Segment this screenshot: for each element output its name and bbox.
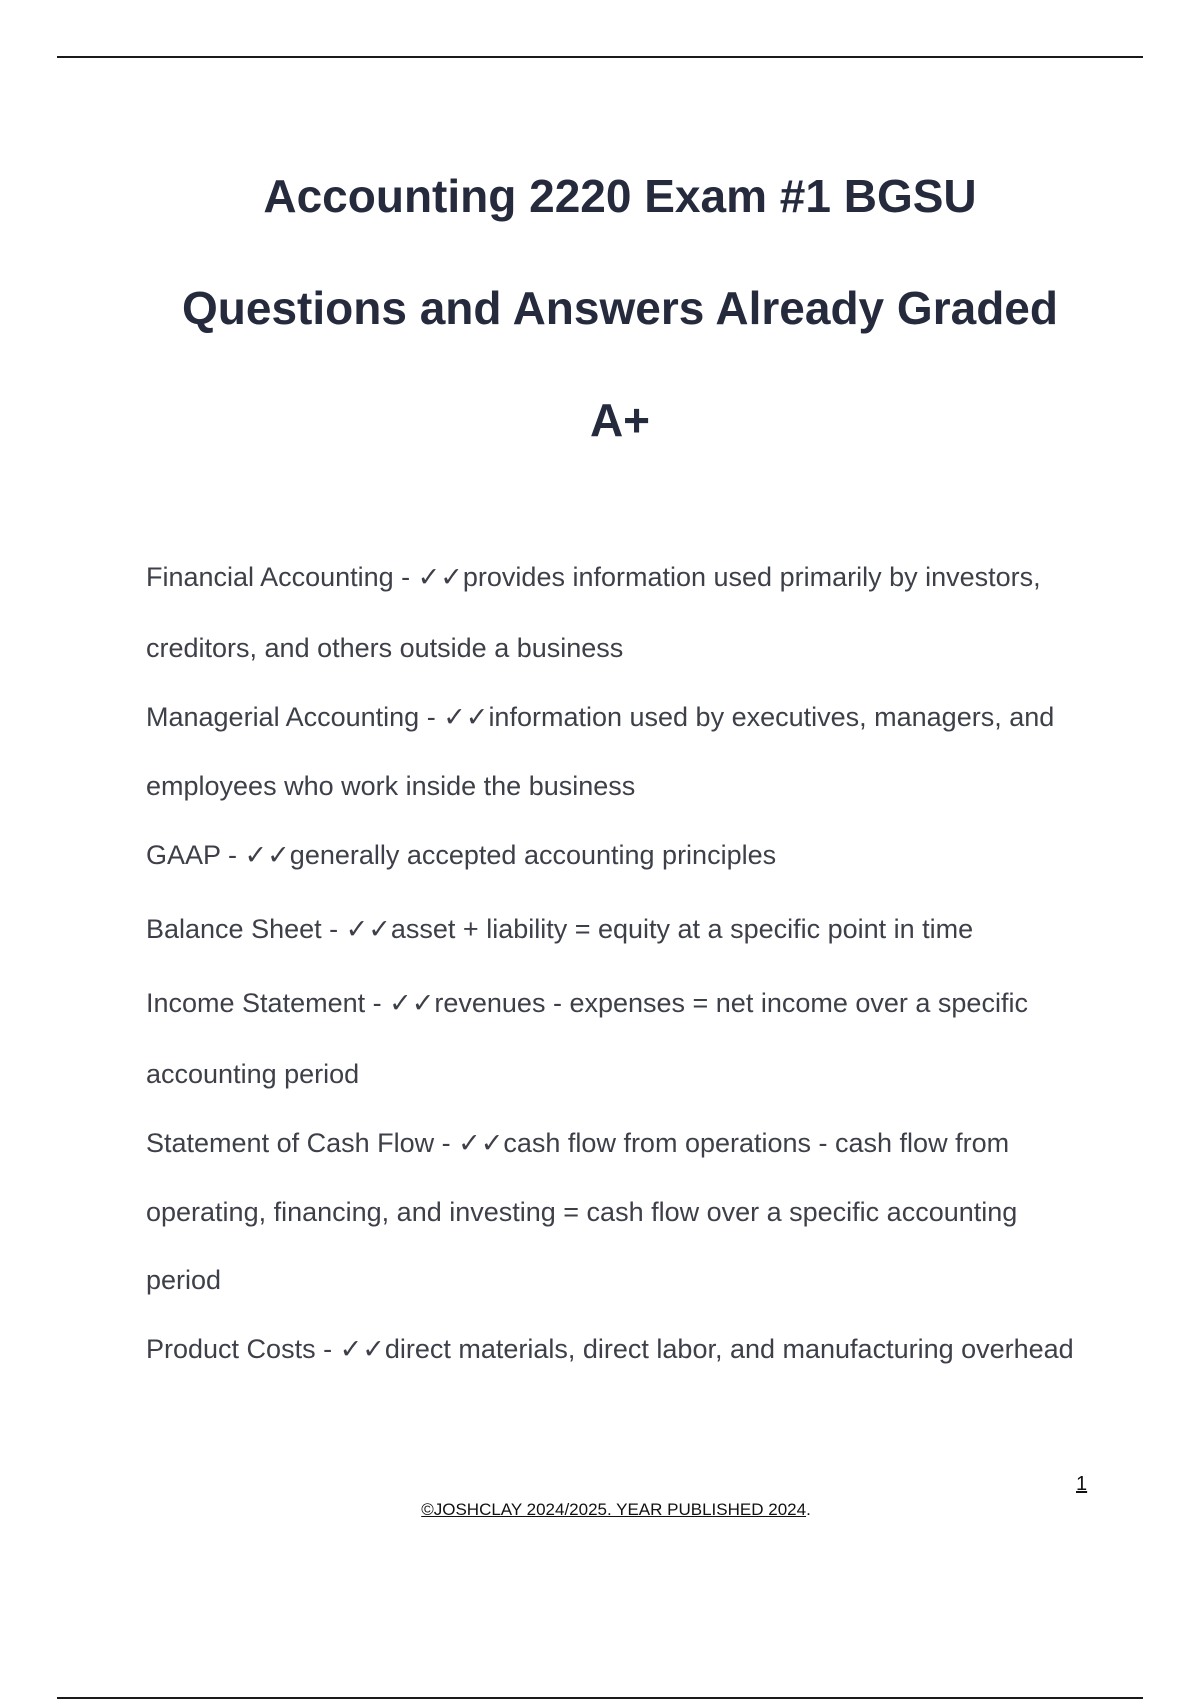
title-line-3: A+	[589, 394, 651, 446]
term-entry	[146, 820, 1086, 891]
term-definition: asset + liability = equity at a specific point in time	[390, 914, 974, 944]
page-number: 1	[1076, 1473, 1088, 1495]
separator: -	[321, 914, 346, 944]
term-label: Balance Sheet	[146, 914, 322, 944]
separator: -	[220, 840, 245, 870]
separator: -	[315, 1334, 340, 1364]
term-definition: revenues - expenses = net income over a specific accounting period	[146, 988, 1028, 1089]
term-entry	[146, 542, 1086, 683]
double-check-icon: ✓✓	[458, 1128, 504, 1159]
term-definition: cash flow from operations - cash flow from operating, financing, and investing = cash flow over a specific accounting period	[146, 1128, 1018, 1295]
bottom-rule	[57, 1697, 1143, 1699]
copyright-notice: ©JOSHCLAY 2024/2025. YEAR PUBLISHED 2024	[421, 1500, 807, 1519]
footer	[0, 1500, 1200, 1520]
top-rule	[57, 56, 1143, 58]
double-check-icon: ✓✓	[345, 914, 391, 945]
term-entry	[146, 968, 1086, 1109]
double-check-icon: ✓✓	[417, 562, 463, 593]
term-entry	[146, 1314, 1086, 1385]
title-line-2: Questions and Answers Already Graded	[182, 282, 1058, 334]
double-check-icon: ✓✓	[244, 840, 290, 871]
double-check-icon: ✓✓	[443, 702, 489, 733]
title-line-1: Accounting 2220 Exam #1 BGSU	[263, 170, 977, 222]
term-label: Managerial Accounting	[146, 702, 420, 732]
term-label: Financial Accounting	[146, 562, 394, 592]
term-label: Income Statement	[146, 988, 366, 1018]
term-label: GAAP	[146, 840, 221, 870]
term-entry	[146, 891, 1086, 968]
term-definition: provides information used primarily by investors, creditors, and others outside a business	[146, 562, 1041, 663]
term-entry	[146, 1109, 1086, 1314]
document-title	[60, 140, 1180, 476]
separator: -	[393, 562, 418, 592]
term-definition: direct materials, direct labor, and manufacturing overhead	[384, 1334, 1074, 1364]
term-list	[146, 542, 1086, 1385]
double-check-icon: ✓✓	[339, 1334, 385, 1365]
separator: -	[434, 1128, 459, 1158]
separator: -	[419, 702, 444, 732]
term-definition: information used by executives, managers, and employees who work inside the business	[146, 702, 1055, 801]
term-definition: generally accepted accounting principles	[289, 840, 777, 870]
term-entry	[146, 683, 1086, 820]
term-label: Statement of Cash Flow	[146, 1128, 435, 1158]
term-label: Product Costs	[146, 1334, 316, 1364]
separator: -	[365, 988, 390, 1018]
footer-period: .	[806, 1500, 811, 1519]
double-check-icon: ✓✓	[389, 988, 435, 1019]
